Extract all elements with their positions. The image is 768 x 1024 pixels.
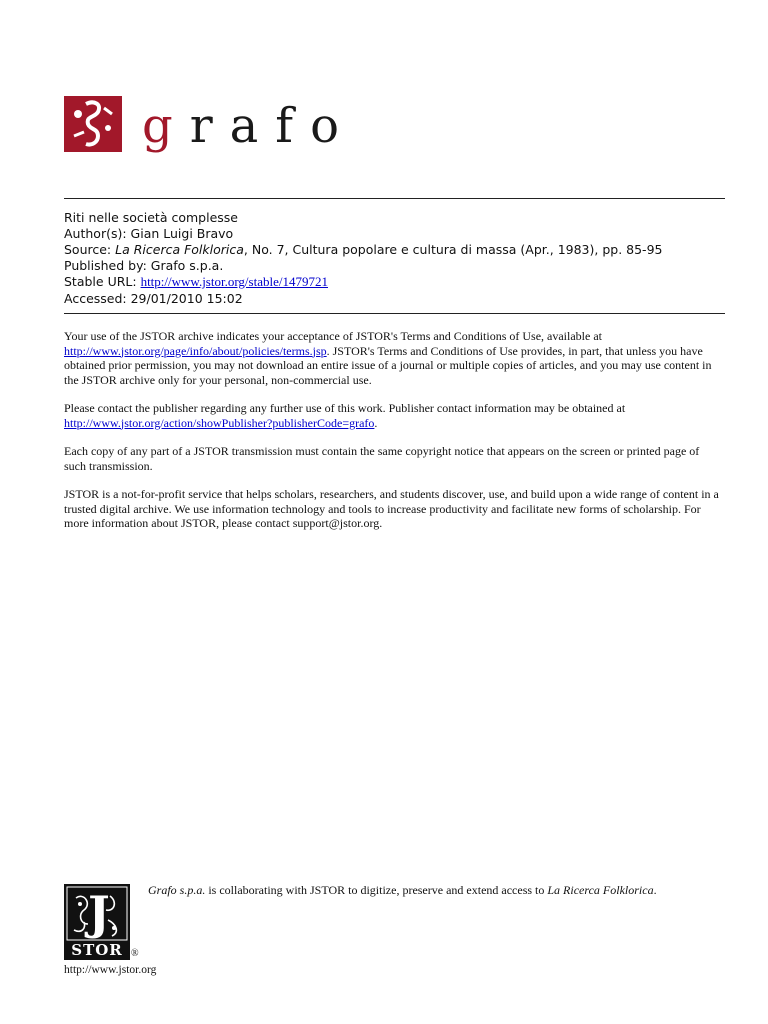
terms-paragraph-3: Each copy of any part of a JSTOR transmission must contain the same copyright notice that appears on the screen or printed page of such transmission. (64, 444, 700, 473)
collab-end: . (653, 883, 657, 897)
stable-url-label: Stable URL: (64, 274, 141, 289)
article-stable-url (64, 274, 734, 290)
article-publisher: Published by: Grafo s.p.a. (64, 258, 224, 273)
article-title: Riti nelle società complesse (64, 210, 238, 225)
terms-p2-text-b: . (374, 415, 378, 430)
registered-mark: ® (131, 948, 139, 959)
publisher-wordmark (142, 98, 356, 154)
terms-link[interactable]: http://www.jstor.org/page/info/about/policies/terms.jsp (64, 343, 327, 358)
terms-p2-text-a: Please contact the publisher regarding any further use of this work. Publisher contact information may be obtained at (64, 401, 626, 415)
collab-text: is collaborating with JSTOR to digitize, preserve and extend access to (205, 883, 548, 897)
terms-block (64, 329, 724, 531)
terms-paragraph-1 (64, 329, 724, 387)
article-source (64, 242, 734, 258)
collaboration-notice (148, 883, 738, 898)
top-divider (64, 198, 725, 199)
terms-p1-text-a: Your use of the JSTOR archive indicates your acceptance of JSTOR's Terms and Conditions of Use, available at (64, 329, 602, 343)
wordmark-initial: g (142, 98, 190, 154)
jstor-logo-text: STOR (71, 941, 123, 959)
collab-publisher: Grafo s.p.a. (148, 883, 206, 897)
collab-journal: La Ricerca Folklorica (547, 883, 654, 897)
citation-divider (64, 313, 725, 314)
accessed-date: Accessed: 29/01/2010 15:02 (64, 291, 243, 306)
citation-block (64, 210, 734, 307)
source-journal: La Ricerca Folklorica (115, 242, 244, 257)
terms-p1-text-b: . JSTOR's Terms and Conditions of Use provides, in part, that unless you have obtained prior permission, you may not download an entire issue of a journal or multiple copies of articles, and you may use content in the JSTOR archive only for your personal, non-commercial use. (64, 343, 712, 387)
stable-url-link[interactable]: http://www.jstor.org/stable/1479721 (140, 274, 328, 289)
terms-paragraph-2 (64, 401, 724, 430)
source-details: , No. 7, Cultura popolare e cultura di massa (Apr., 1983), pp. 85-95 (243, 242, 663, 257)
jstor-letter-j: J (88, 886, 110, 940)
source-label: Source: (64, 242, 116, 257)
publisher-contact-link[interactable]: http://www.jstor.org/action/showPublisher?publisherCode=grafo (64, 415, 375, 430)
wordmark-rest: rafo (189, 98, 356, 154)
jstor-url[interactable]: http://www.jstor.org (64, 964, 157, 976)
publisher-logo (64, 96, 364, 156)
terms-paragraph-4: JSTOR is a not-for-profit service that helps scholars, researchers, and students discover, use, and build upon a wide range of content in a trusted digital archive. We use information technology and tools to increase productivity and facilitate new forms of scholarship. For more information about JSTOR, please contact support@jstor.org. (64, 487, 719, 530)
article-authors: Author(s): Gian Luigi Bravo (64, 226, 234, 241)
grafo-emblem-icon (64, 96, 122, 152)
jstor-logo (64, 884, 144, 960)
